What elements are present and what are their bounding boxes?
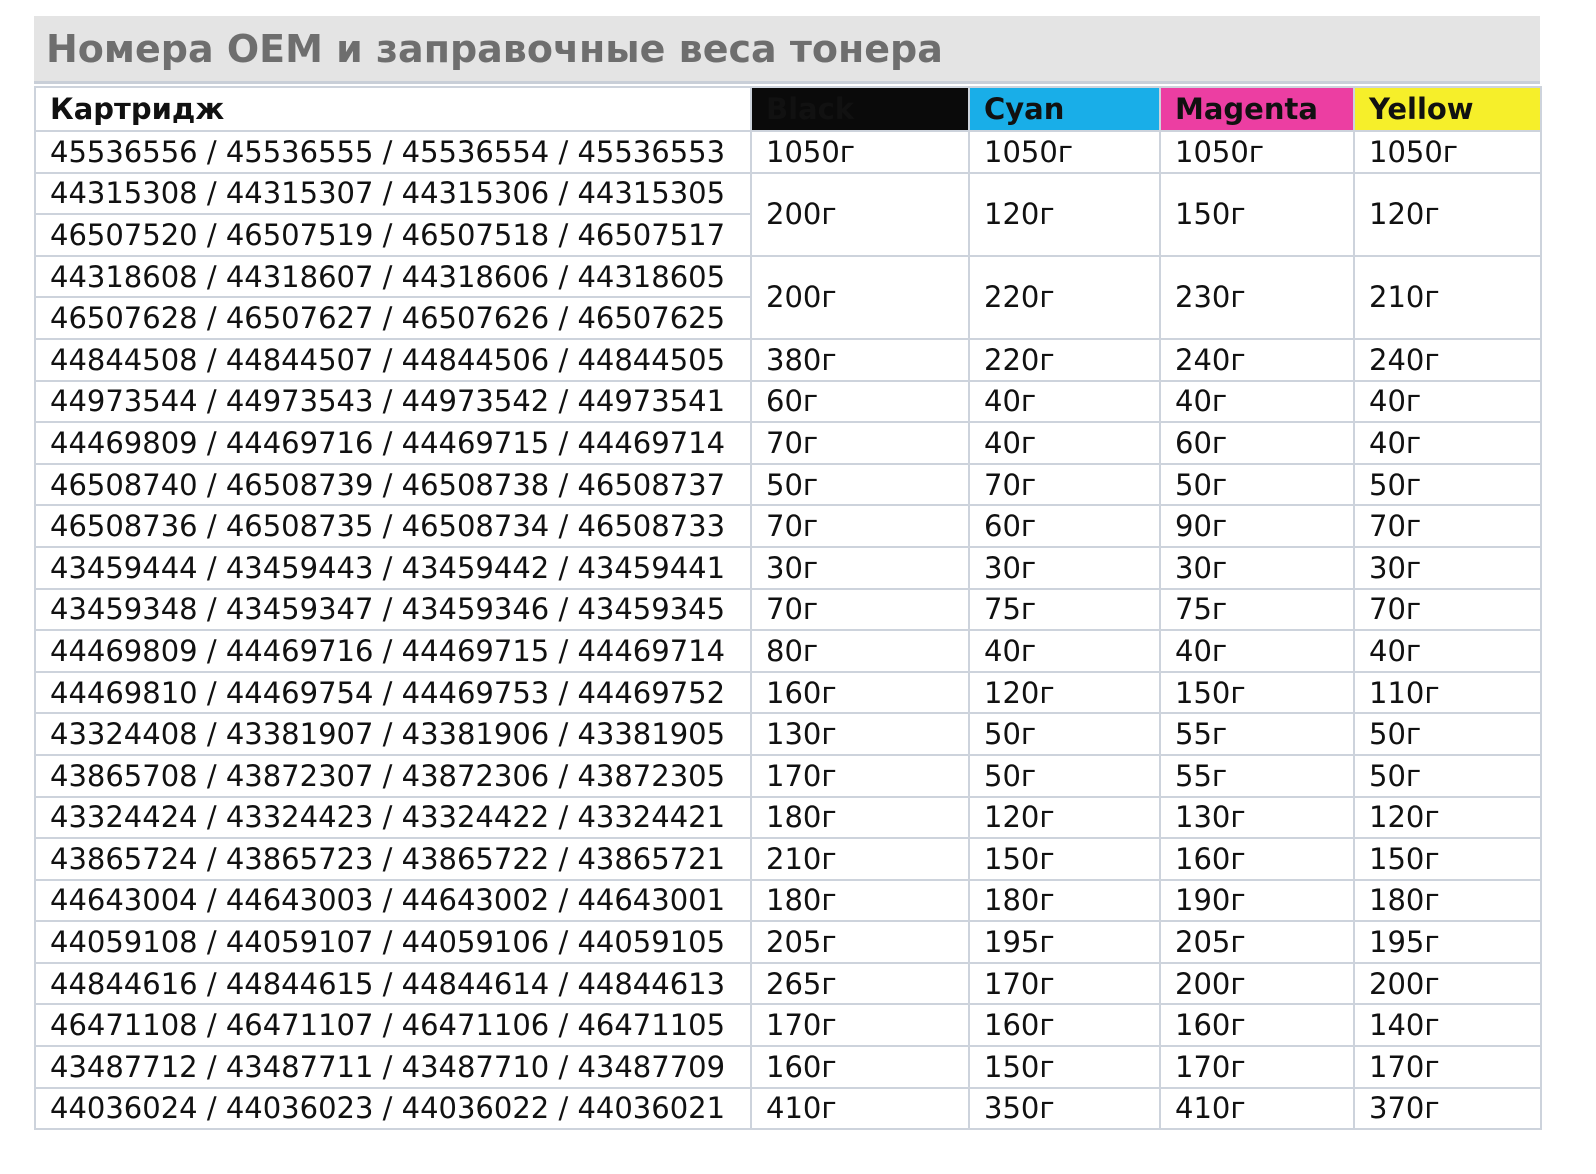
table-row <box>35 422 1541 464</box>
table-row <box>35 1004 1541 1046</box>
yellow-toner-weight: 240г <box>1354 339 1541 381</box>
black-toner-weight: 205г <box>751 921 969 963</box>
table-row <box>35 880 1541 922</box>
magenta-toner-weight: 50г <box>1160 464 1354 506</box>
magenta-toner-weight: 55г <box>1160 713 1354 755</box>
table-row <box>35 173 1541 215</box>
header-black: Black <box>751 87 969 131</box>
cartridge-part-numbers: 44643004 / 44643003 / 44643002 / 44643001 <box>35 880 751 922</box>
cartridge-part-numbers: 44844508 / 44844507 / 44844506 / 44844505 <box>35 339 751 381</box>
black-toner-weight: 70г <box>751 589 969 631</box>
yellow-toner-weight: 40г <box>1354 630 1541 672</box>
table-row <box>35 713 1541 755</box>
magenta-toner-weight: 190г <box>1160 880 1354 922</box>
cyan-toner-weight: 60г <box>969 505 1160 547</box>
table-row <box>35 464 1541 506</box>
cartridge-part-numbers: 46471108 / 46471107 / 46471106 / 46471105 <box>35 1004 751 1046</box>
magenta-toner-weight: 90г <box>1160 505 1354 547</box>
cyan-toner-weight: 1050г <box>969 131 1160 173</box>
table-row <box>35 921 1541 963</box>
black-toner-weight: 200г <box>751 173 969 256</box>
table-body <box>35 131 1541 1129</box>
cartridge-part-numbers: 44973544 / 44973543 / 44973542 / 44973541 <box>35 381 751 423</box>
cyan-toner-weight: 170г <box>969 963 1160 1005</box>
toner-weights-table <box>34 86 1542 1130</box>
black-toner-weight: 50г <box>751 464 969 506</box>
cyan-toner-weight: 220г <box>969 339 1160 381</box>
cyan-toner-weight: 350г <box>969 1088 1160 1130</box>
black-toner-weight: 70г <box>751 505 969 547</box>
cyan-toner-weight: 160г <box>969 1004 1160 1046</box>
cyan-toner-weight: 40г <box>969 381 1160 423</box>
black-toner-weight: 80г <box>751 630 969 672</box>
cyan-toner-weight: 120г <box>969 672 1160 714</box>
yellow-toner-weight: 120г <box>1354 797 1541 839</box>
cyan-toner-weight: 220г <box>969 256 1160 339</box>
black-toner-weight: 180г <box>751 797 969 839</box>
cartridge-part-numbers: 44036024 / 44036023 / 44036022 / 44036021 <box>35 1088 751 1130</box>
table-row <box>35 1046 1541 1088</box>
cartridge-part-numbers: 43324408 / 43381907 / 43381906 / 43381905 <box>35 713 751 755</box>
cyan-toner-weight: 180г <box>969 880 1160 922</box>
table-row <box>35 630 1541 672</box>
yellow-toner-weight: 110г <box>1354 672 1541 714</box>
black-toner-weight: 170г <box>751 755 969 797</box>
cyan-toner-weight: 150г <box>969 838 1160 880</box>
cartridge-part-numbers: 44318608 / 44318607 / 44318606 / 44318605 <box>35 256 751 298</box>
cartridge-part-numbers: 46508740 / 46508739 / 46508738 / 46508737 <box>35 464 751 506</box>
magenta-toner-weight: 160г <box>1160 1004 1354 1046</box>
table-row <box>35 1088 1541 1130</box>
cyan-toner-weight: 40г <box>969 422 1160 464</box>
cartridge-part-numbers: 43324424 / 43324423 / 43324422 / 43324421 <box>35 797 751 839</box>
cyan-toner-weight: 120г <box>969 797 1160 839</box>
table-row <box>35 547 1541 589</box>
yellow-toner-weight: 50г <box>1354 713 1541 755</box>
cartridge-part-numbers: 43459348 / 43459347 / 43459346 / 43459345 <box>35 589 751 631</box>
yellow-toner-weight: 30г <box>1354 547 1541 589</box>
cartridge-part-numbers: 46508736 / 46508735 / 46508734 / 46508733 <box>35 505 751 547</box>
yellow-toner-weight: 370г <box>1354 1088 1541 1130</box>
magenta-toner-weight: 230г <box>1160 256 1354 339</box>
cartridge-part-numbers: 44059108 / 44059107 / 44059106 / 44059105 <box>35 921 751 963</box>
magenta-toner-weight: 170г <box>1160 1046 1354 1088</box>
cartridge-part-numbers: 44469809 / 44469716 / 44469715 / 44469714 <box>35 630 751 672</box>
yellow-toner-weight: 40г <box>1354 422 1541 464</box>
magenta-toner-weight: 150г <box>1160 672 1354 714</box>
black-toner-weight: 265г <box>751 963 969 1005</box>
cartridge-part-numbers: 44844616 / 44844615 / 44844614 / 44844613 <box>35 963 751 1005</box>
black-toner-weight: 160г <box>751 1046 969 1088</box>
cartridge-part-numbers: 45536556 / 45536555 / 45536554 / 45536553 <box>35 131 751 173</box>
magenta-toner-weight: 200г <box>1160 963 1354 1005</box>
black-toner-weight: 410г <box>751 1088 969 1130</box>
yellow-toner-weight: 170г <box>1354 1046 1541 1088</box>
magenta-toner-weight: 55г <box>1160 755 1354 797</box>
yellow-toner-weight: 50г <box>1354 755 1541 797</box>
table-row <box>35 505 1541 547</box>
black-toner-weight: 210г <box>751 838 969 880</box>
black-toner-weight: 170г <box>751 1004 969 1046</box>
black-toner-weight: 70г <box>751 422 969 464</box>
table-row <box>35 755 1541 797</box>
table-row <box>35 256 1541 298</box>
yellow-toner-weight: 150г <box>1354 838 1541 880</box>
table-row <box>35 672 1541 714</box>
table-row <box>35 381 1541 423</box>
cartridge-part-numbers: 43865724 / 43865723 / 43865722 / 43865721 <box>35 838 751 880</box>
yellow-toner-weight: 1050г <box>1354 131 1541 173</box>
header-cartridge: Картридж <box>35 87 751 131</box>
black-toner-weight: 380г <box>751 339 969 381</box>
cyan-toner-weight: 150г <box>969 1046 1160 1088</box>
black-toner-weight: 30г <box>751 547 969 589</box>
yellow-toner-weight: 210г <box>1354 256 1541 339</box>
cartridge-part-numbers: 44469810 / 44469754 / 44469753 / 44469752 <box>35 672 751 714</box>
cyan-toner-weight: 50г <box>969 713 1160 755</box>
header-yellow: Yellow <box>1354 87 1541 131</box>
magenta-toner-weight: 160г <box>1160 838 1354 880</box>
cartridge-part-numbers: 46507628 / 46507627 / 46507626 / 46507625 <box>35 297 751 339</box>
yellow-toner-weight: 140г <box>1354 1004 1541 1046</box>
yellow-toner-weight: 180г <box>1354 880 1541 922</box>
cartridge-part-numbers: 43865708 / 43872307 / 43872306 / 43872305 <box>35 755 751 797</box>
title-bar <box>34 16 1540 84</box>
table-row <box>35 131 1541 173</box>
cyan-toner-weight: 75г <box>969 589 1160 631</box>
magenta-toner-weight: 30г <box>1160 547 1354 589</box>
yellow-toner-weight: 200г <box>1354 963 1541 1005</box>
magenta-toner-weight: 75г <box>1160 589 1354 631</box>
magenta-toner-weight: 40г <box>1160 381 1354 423</box>
cyan-toner-weight: 50г <box>969 755 1160 797</box>
black-toner-weight: 160г <box>751 672 969 714</box>
magenta-toner-weight: 205г <box>1160 921 1354 963</box>
page-title: Номера OEM и заправочные веса тонера <box>46 27 943 71</box>
yellow-toner-weight: 195г <box>1354 921 1541 963</box>
table-header-row <box>35 87 1541 131</box>
black-toner-weight: 60г <box>751 381 969 423</box>
cartridge-part-numbers: 44315308 / 44315307 / 44315306 / 44315305 <box>35 173 751 215</box>
magenta-toner-weight: 1050г <box>1160 131 1354 173</box>
yellow-toner-weight: 40г <box>1354 381 1541 423</box>
yellow-toner-weight: 70г <box>1354 505 1541 547</box>
cartridge-part-numbers: 44469809 / 44469716 / 44469715 / 44469714 <box>35 422 751 464</box>
table-row <box>35 797 1541 839</box>
magenta-toner-weight: 40г <box>1160 630 1354 672</box>
yellow-toner-weight: 70г <box>1354 589 1541 631</box>
header-magenta: Magenta <box>1160 87 1354 131</box>
cartridge-part-numbers: 46507520 / 46507519 / 46507518 / 46507517 <box>35 214 751 256</box>
cartridge-part-numbers: 43487712 / 43487711 / 43487710 / 43487709 <box>35 1046 751 1088</box>
cartridge-part-numbers: 43459444 / 43459443 / 43459442 / 43459441 <box>35 547 751 589</box>
magenta-toner-weight: 150г <box>1160 173 1354 256</box>
magenta-toner-weight: 240г <box>1160 339 1354 381</box>
black-toner-weight: 180г <box>751 880 969 922</box>
cyan-toner-weight: 40г <box>969 630 1160 672</box>
cyan-toner-weight: 120г <box>969 173 1160 256</box>
magenta-toner-weight: 60г <box>1160 422 1354 464</box>
magenta-toner-weight: 410г <box>1160 1088 1354 1130</box>
header-cyan: Cyan <box>969 87 1160 131</box>
yellow-toner-weight: 120г <box>1354 173 1541 256</box>
table-row <box>35 963 1541 1005</box>
black-toner-weight: 130г <box>751 713 969 755</box>
black-toner-weight: 1050г <box>751 131 969 173</box>
cyan-toner-weight: 70г <box>969 464 1160 506</box>
table-row <box>35 339 1541 381</box>
magenta-toner-weight: 130г <box>1160 797 1354 839</box>
black-toner-weight: 200г <box>751 256 969 339</box>
cyan-toner-weight: 195г <box>969 921 1160 963</box>
cyan-toner-weight: 30г <box>969 547 1160 589</box>
table-row <box>35 838 1541 880</box>
yellow-toner-weight: 50г <box>1354 464 1541 506</box>
table-row <box>35 589 1541 631</box>
